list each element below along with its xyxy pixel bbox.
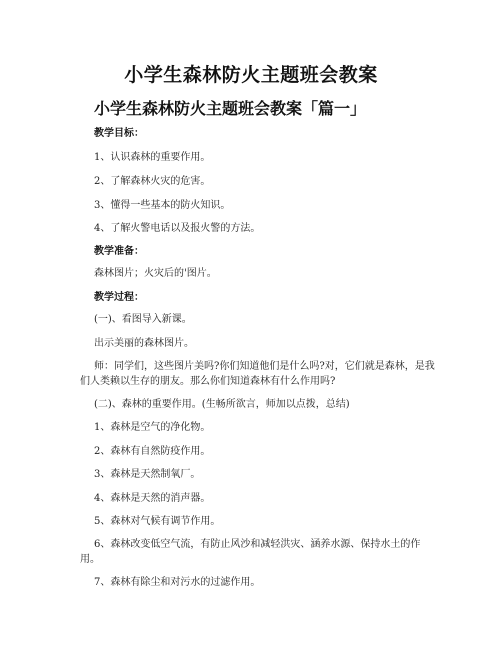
role-item: 3、森林是天然制氧厂。 xyxy=(94,469,201,480)
document-subtitle: 小学生森林防火主题班会教案「篇一」 xyxy=(94,99,367,118)
teacher-dialogue-line: 们人类赖以生存的朋友。那么你们知道森林有什么作用吗? xyxy=(80,376,336,387)
goal-item: 2、了解森林火灾的危害。 xyxy=(94,176,211,187)
role-item: 2、森林有自然防疫作用。 xyxy=(94,446,211,457)
process-heading: 教学过程： xyxy=(94,292,144,303)
prep-text: 森林图片；火灾后的'图片。 xyxy=(94,268,217,279)
process-step: (二)、森林的重要作用。(生畅所欲言，师加以点拨，总结) xyxy=(94,399,350,410)
role-item: 4、森林是天然的消声器。 xyxy=(94,493,211,504)
goal-item: 1、认识森林的重要作用。 xyxy=(94,152,211,163)
role-item: 7、森林有除尘和对污水的过滤作用。 xyxy=(94,577,261,588)
document-title: 小学生森林防火主题班会教案 xyxy=(124,64,378,86)
goal-item: 3、懂得一些基本的防火知识。 xyxy=(94,200,231,211)
teacher-dialogue-line: 师：同学们，这些图片美吗?你们知道他们是什么吗?对，它们就是森林，是我 xyxy=(94,361,435,372)
role-item: 1、森林是空气的净化物。 xyxy=(94,422,211,433)
goals-heading: 教学目标： xyxy=(94,128,144,139)
role-item-continued: 用。 xyxy=(80,554,100,565)
prep-heading: 教学准备： xyxy=(94,246,144,257)
role-item: 5、森林对气候有调节作用。 xyxy=(94,516,221,527)
process-step: (一)、看图导入新课。 xyxy=(94,314,192,325)
process-step-text: 出示美丽的森林图片。 xyxy=(94,338,194,349)
goal-item: 4、了解火警电话以及报火警的方法。 xyxy=(94,223,261,234)
role-item: 6、森林改变低空气流，有防止风沙和减轻洪灾、涵养水源、保持水土的作 xyxy=(94,539,421,550)
